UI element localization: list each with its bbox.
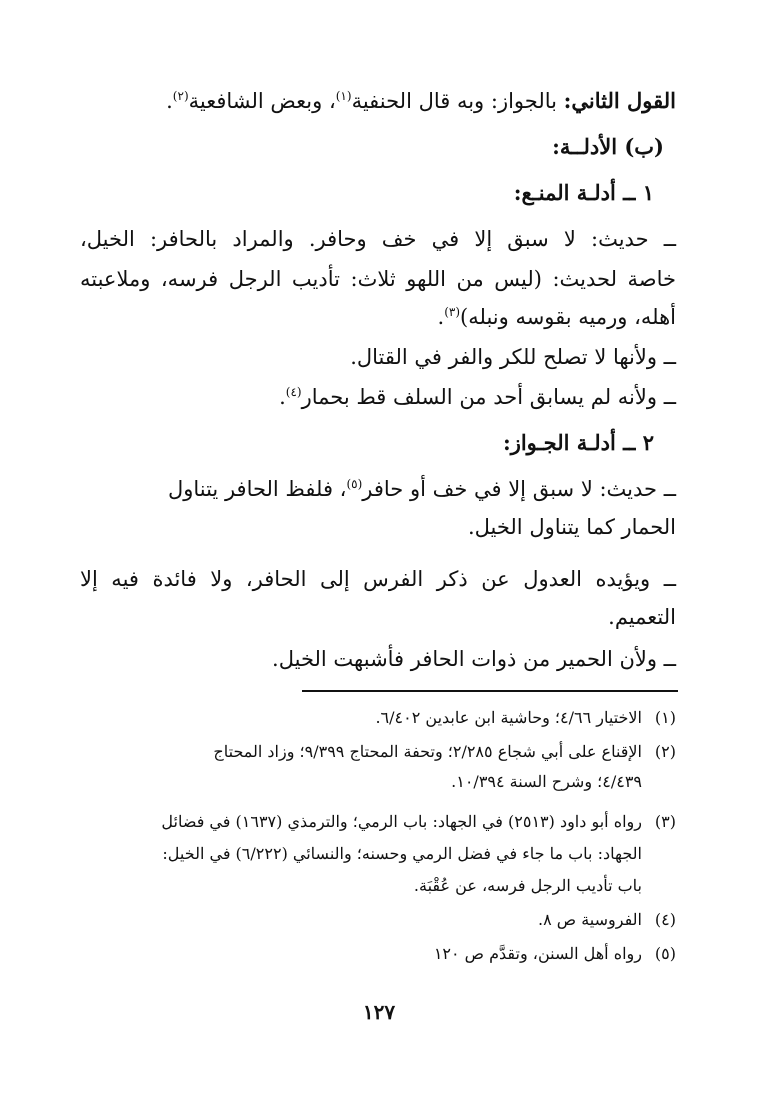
page-number: ١٢٧ — [362, 1000, 396, 1024]
footnote-number: (٤) — [654, 910, 676, 929]
footnote-number: (٥) — [654, 944, 676, 963]
subheading-permission-evidence: ٢ ــ أدلـة الجـواز: — [502, 430, 654, 455]
footnote-ref-5: (٥) — [346, 477, 363, 491]
body-line-6: أهله، ورميه بقوسه ونبله)$^{(٣)}$. — [437, 305, 676, 329]
body-line-7: ــ ولأنها لا تصلح للكر والفر في القتال. — [350, 345, 676, 369]
second-opinion-label: القول الثاني: — [563, 88, 676, 113]
footnote-number: (٢) — [654, 742, 676, 761]
footnote-2: (٢)الإقناع على أبي شجاع ٢/٢٨٥؛ وتحفة المحتاج ٩/٣٩٩؛ وزاد المحتاج — [80, 738, 676, 766]
footnote-3-cont-2: باب تأديب الرجل فرسه، عن عُقْبَة. — [413, 876, 642, 895]
body-line-13: التعميم. — [608, 605, 676, 629]
footnote-ref-3: (٣) — [444, 305, 461, 319]
footnote-ref-2: (٢) — [172, 89, 189, 103]
body-line-4: ــ حديث: لا سبق إلا في خف وحافر. والمراد بالحافر: الخيل، — [80, 227, 676, 251]
footnote-1: (١)الاختيار ٤/٦٦؛ وحاشية ابن عابدين ٦/٤٠٢. — [80, 704, 676, 732]
body-line-10: ــ حديث: لا سبق إلا في خف أو حافر$^{(٥)}$، فلفظ الحافر يتناول — [167, 477, 676, 501]
footnote-number: (١) — [654, 708, 676, 727]
body-line-1: القول الثاني: بالجواز: وبه قال الحنفية$^{(١)}$، وبعض الشافعية$^{(٢)}$. — [166, 88, 676, 113]
footnote-3: (٣)رواه أبو داود (٢٥١٣) في الجهاد: باب الرمي؛ والترمذي (١٦٣٧) في فضائل — [80, 808, 676, 836]
body-line-11: الحمار كما يتناول الخيل. — [467, 515, 676, 539]
footnote-4: (٤)الفروسية ص ٨. — [80, 906, 676, 934]
footnote-5: (٥)رواه أهل السنن، وتقدَّم ص ١٢٠ — [80, 940, 676, 968]
body-line-5: خاصة لحديث: (ليس من اللهو ثلاث: تأديب الرجل فرسه، وملاعبته — [80, 267, 676, 291]
footnote-number: (٣) — [654, 812, 676, 831]
subheading-prohibition-evidence: ١ ــ أدلـة المنـع: — [513, 180, 654, 205]
footnote-ref-1: (١) — [335, 89, 352, 103]
section-heading-evidence: (ب) الأدلــة: — [552, 134, 664, 159]
footnote-ref-4: (٤) — [285, 385, 302, 399]
footnote-2-cont: ٤/٤٣٩؛ وشرح السنة ١٠/٣٩٤. — [451, 772, 642, 791]
body-line-8: ــ ولأنه لم يسابق أحد من السلف قط بحمار$^{(٤)}$. — [279, 385, 676, 409]
footnote-divider — [302, 690, 678, 692]
footnote-3-cont-1: الجهاد: باب ما جاء في فضل الرمي وحسنه؛ والنسائي (٦/٢٢٢) في الخيل: — [162, 844, 642, 863]
body-line-12: ــ ويؤيده العدول عن ذكر الفرس إلى الحافر، ولا فائدة فيه إلا — [80, 567, 676, 591]
body-line-14: ــ ولأن الحمير من ذوات الحافر فأشبهت الخيل. — [272, 647, 676, 671]
